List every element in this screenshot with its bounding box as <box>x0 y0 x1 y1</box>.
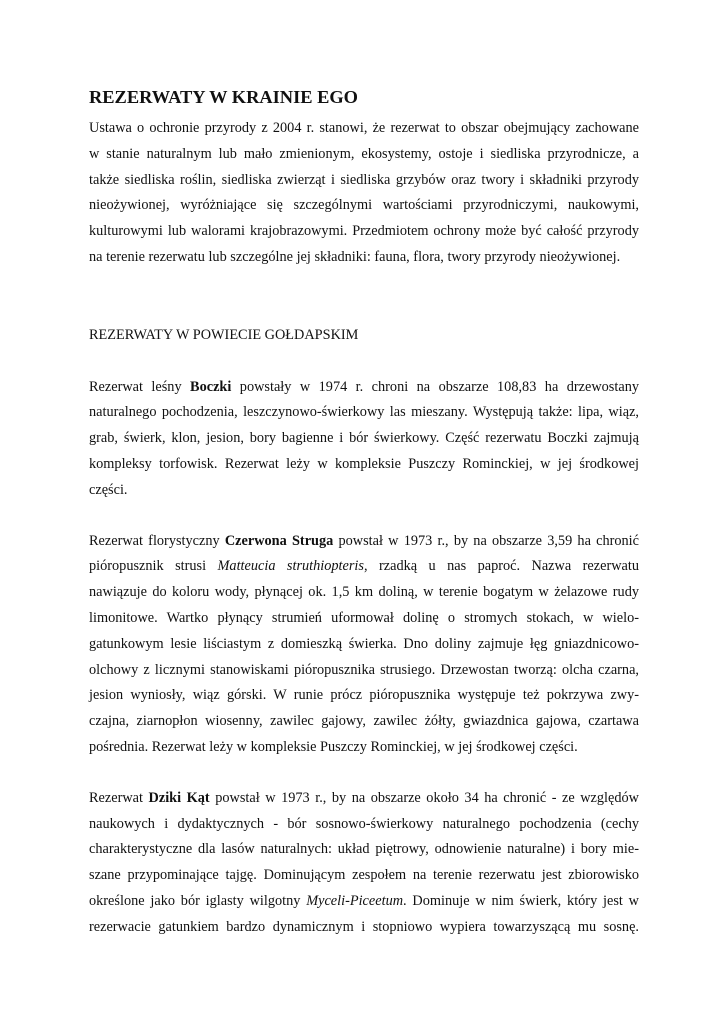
text-line: gatunkowym lesie liściastym z domieszką świerka. Dno doliny zajmuje łęg gniazdnicowo- <box>89 635 639 652</box>
latin-name: Myceli-Piceetum <box>306 892 404 909</box>
dziki-kat-paragraph <box>89 786 639 941</box>
text-line: Rezerwat florystyczny Czerwona Struga powstał w 1973 r., by na obszarze 3,59 ha chronić <box>89 532 639 549</box>
text-line: części. <box>89 481 128 498</box>
text-line: na terenie rezerwatu lub szczególne jej składniki: fauna, flora, twory przyrody nieożywionej. <box>89 248 621 265</box>
text-line: czajna, ziarnopłon wiosenny, zawilec gajowy, zawilec żółty, gwiazdnica gajowa, czartawa <box>89 713 639 730</box>
section-heading: REZERWATY W POWIECIE GOŁDAPSKIM <box>89 326 359 343</box>
intro-paragraph <box>89 116 639 271</box>
latin-name: Matteucia struthiopteris <box>217 558 364 575</box>
text-line: Ustawa o ochronie przyrody z 2004 r. stanowi, że rezerwat to obszar obejmujący zachowane <box>89 120 639 136</box>
document-page <box>89 84 639 941</box>
text-line: nawiązuje do koloru wody, płynącej ok. 1,5 km doliną, w terenie bogatym w żelazowe rudy <box>89 584 639 601</box>
text-line: także siedliska roślin, siedliska zwierząt i siedliska grzybów oraz twory i składniki przyrody <box>89 171 639 188</box>
text-line: olchowy z licznymi stanowiskami pióropusznika strusiego. Drzewostan tworzą: olcha czarna, <box>89 661 639 678</box>
text-line: naukowych i dydaktycznych - bór sosnowo-świerkowy naturalnego pochodzenia (cechy <box>89 815 639 832</box>
text-line: grab, świerk, klon, jesion, bory bagienne i bór świerkowy. Część rezerwatu Boczki zajmują <box>89 430 639 447</box>
text-line: Rezerwat Dziki Kąt powstał w 1973 r., by na obszarze około 34 ha chronić - ze względów <box>89 789 639 806</box>
text-line: naturalnego pochodzenia, leszczynowo-świerkowy las mieszany. Występują także: lipa, wiąz, <box>89 404 639 421</box>
reserve-name-dziki-kat: Dziki Kąt <box>148 789 210 806</box>
text-line: limonitowe. Wartko płynący strumień uformował dolinę o stromych stokach, w wielo- <box>89 609 639 626</box>
document-title: REZERWATY W KRAINIE EGO <box>89 87 358 107</box>
boczki-paragraph <box>89 375 639 504</box>
text-line: Rezerwat leśny Boczki powstały w 1974 r. chroni na obszarze 108,83 ha drzewostany <box>89 378 639 395</box>
text-line: nieożywionej, wyróżniające się szczególnymi wartościami przyrodniczymi, naukowymi, <box>89 197 639 214</box>
reserve-name-boczki: Boczki <box>190 378 232 395</box>
czerwona-struga-paragraph <box>89 529 639 761</box>
text-line: szane przypominające tajgę. Dominującym zespołem na terenie rezerwatu jest zbiorowisko <box>89 867 639 884</box>
text-line: w stanie naturalnym lub mało zmienionym, ekosystemy, ostoje i siedliska przyrodnicze, a <box>89 145 639 162</box>
text-line: pióropusznik strusi Matteucia struthiopteris, rzadką u nas paproć. Nazwa rezerwatu <box>89 558 639 575</box>
text-line: kulturowymi lub walorami krajobrazowymi. Przedmiotem ochrony może być całość przyrody <box>89 223 639 240</box>
reserve-name-czerwona-struga: Czerwona Struga <box>224 532 334 549</box>
text-line: jesion wyniosły, wiąz górski. W runie prócz pióropusznika występuje też pokrzywa zwy- <box>89 687 639 704</box>
text-line: kompleksy torfowisk. Rezerwat leży w kompleksie Puszczy Rominckiej, w jej środkowej <box>89 455 639 472</box>
text-line: określone jako bór iglasty wilgotny Myceli-Piceetum. Dominuje w nim świerk, który jest w <box>89 892 639 909</box>
text-line: charakterystyczne dla lasów naturalnych: układ piętrowy, odnowienie naturalne) i bory mie- <box>89 841 639 858</box>
text-line: rezerwacie gatunkiem bardzo dynamicznym i stopniowo wypiera towarzyszącą mu sosnę. <box>89 918 639 935</box>
text-line: pośrednia. Rezerwat leży w kompleksie Puszczy Rominckiej, w jej środkowej części. <box>89 738 578 755</box>
